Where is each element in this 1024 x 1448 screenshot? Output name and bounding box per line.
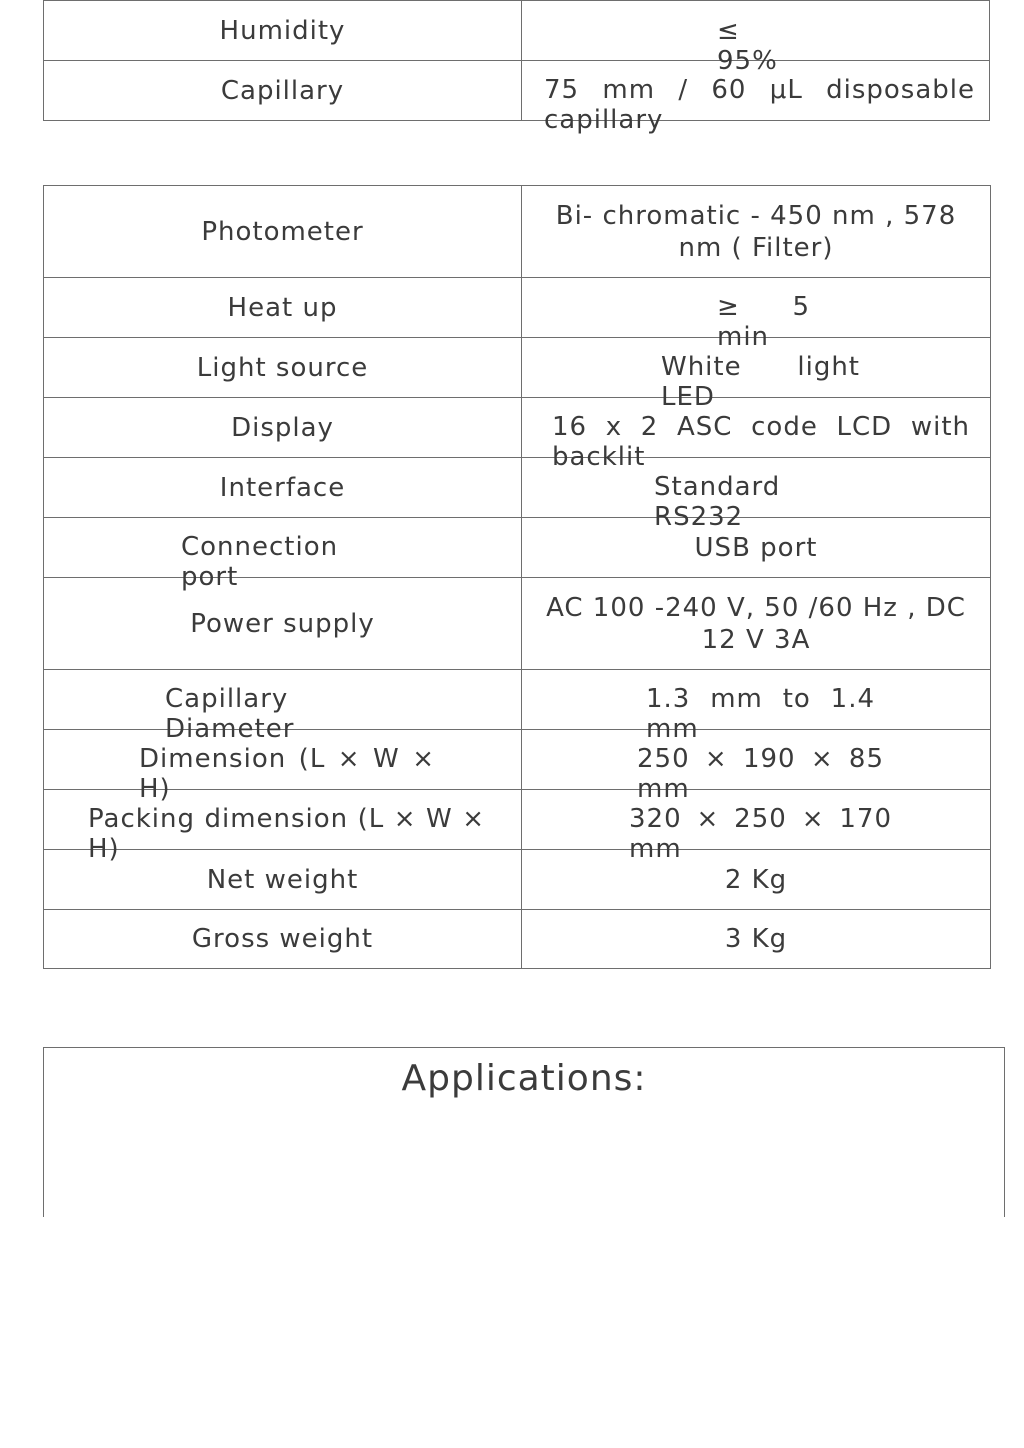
spec-label: Capillary Diameter [165, 683, 295, 744]
spec-value: 320 × 250 × 170 mm [629, 803, 892, 864]
table-row [44, 186, 991, 278]
applications-heading: Applications: [401, 1058, 647, 1099]
spec-label: Gross weight [191, 924, 374, 954]
spec-value: ≤ 95% [717, 15, 778, 76]
spec-label: Connection port [181, 531, 339, 592]
spec-value-cell [522, 910, 991, 969]
spec-value: 3 Kg [724, 924, 788, 954]
spec-label-cell [44, 61, 522, 121]
spec-label: Dimension (L × W × H) [139, 743, 435, 804]
spec-value: White light LED [661, 351, 860, 412]
spec-label-cell [44, 186, 522, 278]
spec-label: Packing dimension (L × W × H) [88, 803, 485, 864]
table-row [44, 398, 991, 458]
spec-label: Interface [219, 472, 346, 503]
spec-value-cell [522, 850, 991, 910]
spec-table-technical [43, 185, 991, 969]
table-row [44, 1, 990, 61]
table-row [44, 910, 991, 969]
spec-value-cell [522, 278, 991, 352]
spec-label: Humidity [219, 15, 346, 46]
table-row [44, 670, 991, 730]
spec-value-cell [522, 578, 991, 670]
spec-value-cell [522, 186, 991, 278]
spec-label: Display [231, 412, 334, 443]
spec-label-cell [44, 338, 522, 398]
table-row [44, 518, 991, 578]
spec-value: 2 Kg [724, 864, 788, 895]
spec-value: Bi- chromatic - 450 nm , 578 nm ( Filter) [555, 200, 957, 263]
spec-value-cell [522, 398, 991, 472]
spec-value: ≥ 5 min [717, 291, 810, 352]
spec-value: 250 × 190 × 85 mm [637, 743, 884, 804]
spec-label-cell [44, 278, 522, 338]
spec-label-cell [44, 398, 522, 458]
spec-value-cell [522, 1, 990, 76]
spec-value: 75 mm / 60 μL disposable capillary [544, 74, 975, 135]
table-row [44, 790, 991, 850]
spec-label-cell [44, 578, 522, 670]
spec-label-cell [44, 518, 522, 592]
spec-label-cell [44, 1, 522, 61]
spec-label-cell [44, 910, 522, 969]
spec-label: Heat up [227, 292, 338, 323]
spec-value: AC 100 -240 V, 50 /60 Hz , DC 12 V 3A [546, 592, 966, 655]
spec-label-cell [44, 670, 522, 744]
spec-label-cell [44, 458, 522, 518]
spec-value: USB port [694, 532, 818, 563]
spec-table-environment [43, 0, 990, 135]
applications-section [43, 1047, 1005, 1217]
spec-value-cell [522, 730, 991, 804]
table-row [44, 61, 990, 121]
spec-value: 16 x 2 ASC code LCD with backlit [552, 411, 970, 472]
spec-label: Photometer [201, 216, 364, 247]
spec-label: Capillary [220, 75, 345, 106]
table-row [44, 278, 991, 338]
spec-value: Standard RS232 [654, 471, 781, 532]
spec-value-cell [522, 518, 991, 578]
spec-label: Power supply [190, 608, 375, 639]
spec-label: Net weight [206, 864, 359, 895]
spec-value-cell [522, 790, 991, 864]
table-row [44, 458, 991, 518]
spec-label-cell [44, 790, 522, 864]
table-row [44, 850, 991, 910]
table-row [44, 338, 991, 398]
spec-value-cell [522, 670, 991, 744]
spec-value: 1.3 mm to 1.4 mm [646, 683, 875, 744]
spec-label: Light source [196, 352, 369, 383]
